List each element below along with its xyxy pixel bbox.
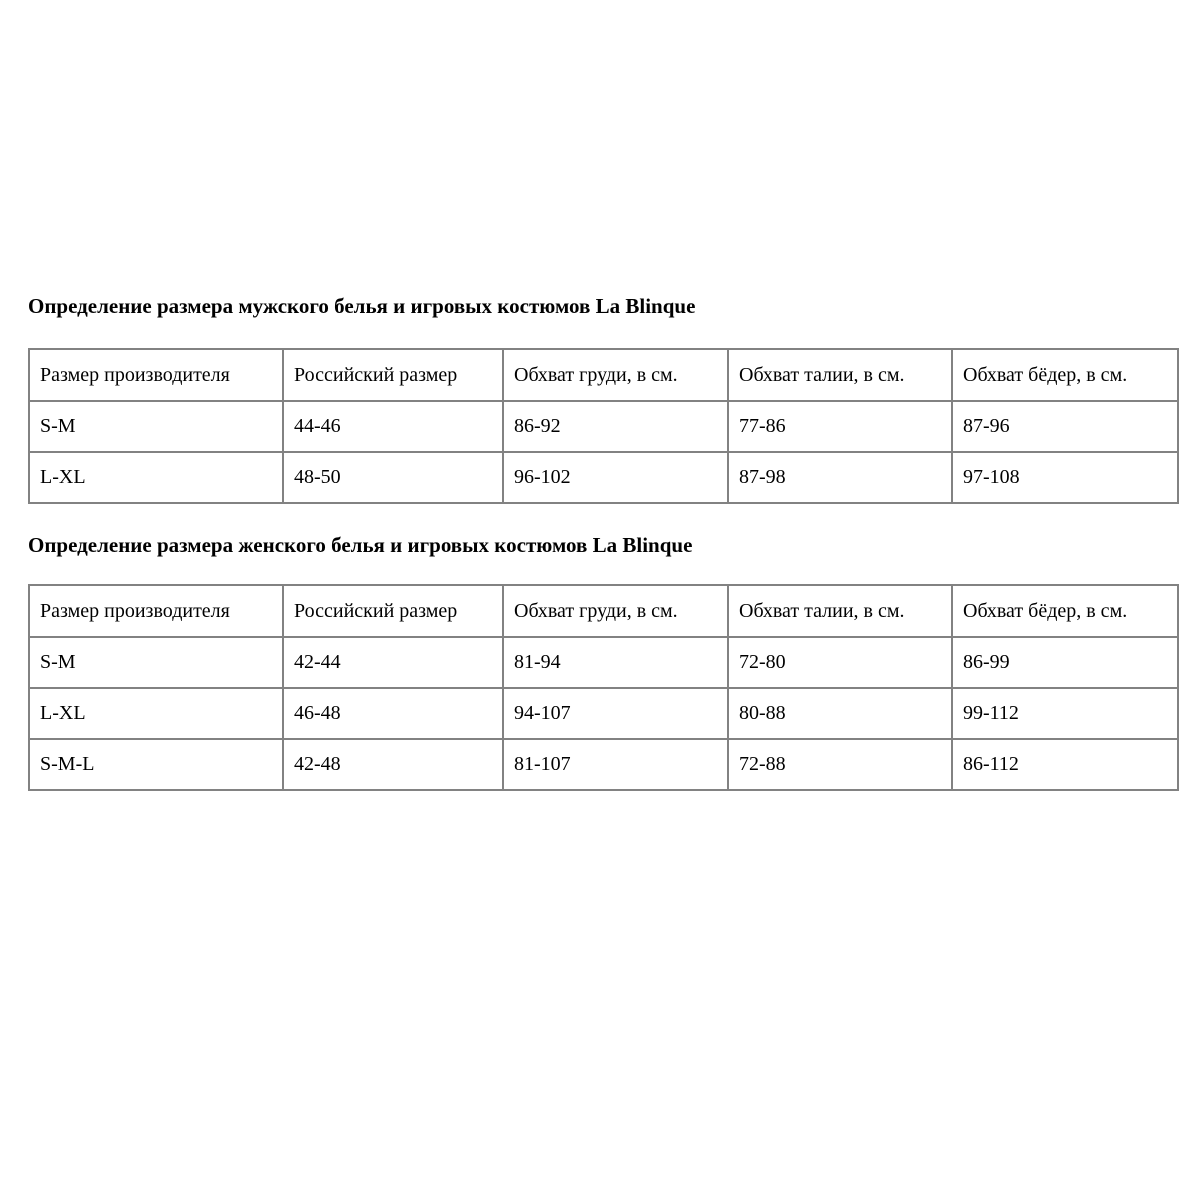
- table-cell: 42-44: [283, 637, 503, 688]
- table-cell: 48-50: [283, 452, 503, 503]
- table-row: [29, 688, 1178, 739]
- table-cell: 46-48: [283, 688, 503, 739]
- header-cell-waist: Обхват талии, в см.: [728, 585, 952, 637]
- table-cell: 72-80: [728, 637, 952, 688]
- women-sizes-section-title: Определение размера женского белья и игровых костюмов La Blinque: [28, 533, 693, 557]
- table-cell: 72-88: [728, 739, 952, 790]
- men-sizes-section-title: Определение размера мужского белья и игровых костюмов La Blinque: [28, 294, 696, 318]
- table-cell: 81-94: [503, 637, 728, 688]
- table-cell: 86-92: [503, 401, 728, 452]
- table-cell: 87-98: [728, 452, 952, 503]
- table-cell: 99-112: [952, 688, 1178, 739]
- table-row: [29, 401, 1178, 452]
- header-cell-manufacturer-size: Размер производителя: [29, 585, 283, 637]
- table-row: [29, 739, 1178, 790]
- men-table-header-row: [29, 349, 1178, 401]
- header-cell-chest: Обхват груди, в см.: [503, 585, 728, 637]
- table-cell: S-M: [29, 401, 283, 452]
- table-cell: 42-48: [283, 739, 503, 790]
- table-row: [29, 452, 1178, 503]
- table-cell: 94-107: [503, 688, 728, 739]
- men-sizes-table: [28, 348, 1179, 504]
- table-cell: 87-96: [952, 401, 1178, 452]
- table-cell: 81-107: [503, 739, 728, 790]
- table-row: [29, 637, 1178, 688]
- header-cell-russian-size: Российский размер: [283, 585, 503, 637]
- women-table-header-row: [29, 585, 1178, 637]
- table-cell: 86-112: [952, 739, 1178, 790]
- table-cell: 80-88: [728, 688, 952, 739]
- women-sizes-table: [28, 584, 1179, 791]
- header-cell-russian-size: Российский размер: [283, 349, 503, 401]
- table-cell: S-M-L: [29, 739, 283, 790]
- page-content: [28, 0, 1177, 791]
- table-cell: L-XL: [29, 452, 283, 503]
- header-cell-waist: Обхват талии, в см.: [728, 349, 952, 401]
- header-cell-manufacturer-size: Размер производителя: [29, 349, 283, 401]
- table-cell: L-XL: [29, 688, 283, 739]
- table-cell: S-M: [29, 637, 283, 688]
- header-cell-hips: Обхват бёдер, в см.: [952, 349, 1178, 401]
- table-cell: 96-102: [503, 452, 728, 503]
- table-cell: 86-99: [952, 637, 1178, 688]
- table-cell: 97-108: [952, 452, 1178, 503]
- table-cell: 44-46: [283, 401, 503, 452]
- table-cell: 77-86: [728, 401, 952, 452]
- header-cell-hips: Обхват бёдер, в см.: [952, 585, 1178, 637]
- header-cell-chest: Обхват груди, в см.: [503, 349, 728, 401]
